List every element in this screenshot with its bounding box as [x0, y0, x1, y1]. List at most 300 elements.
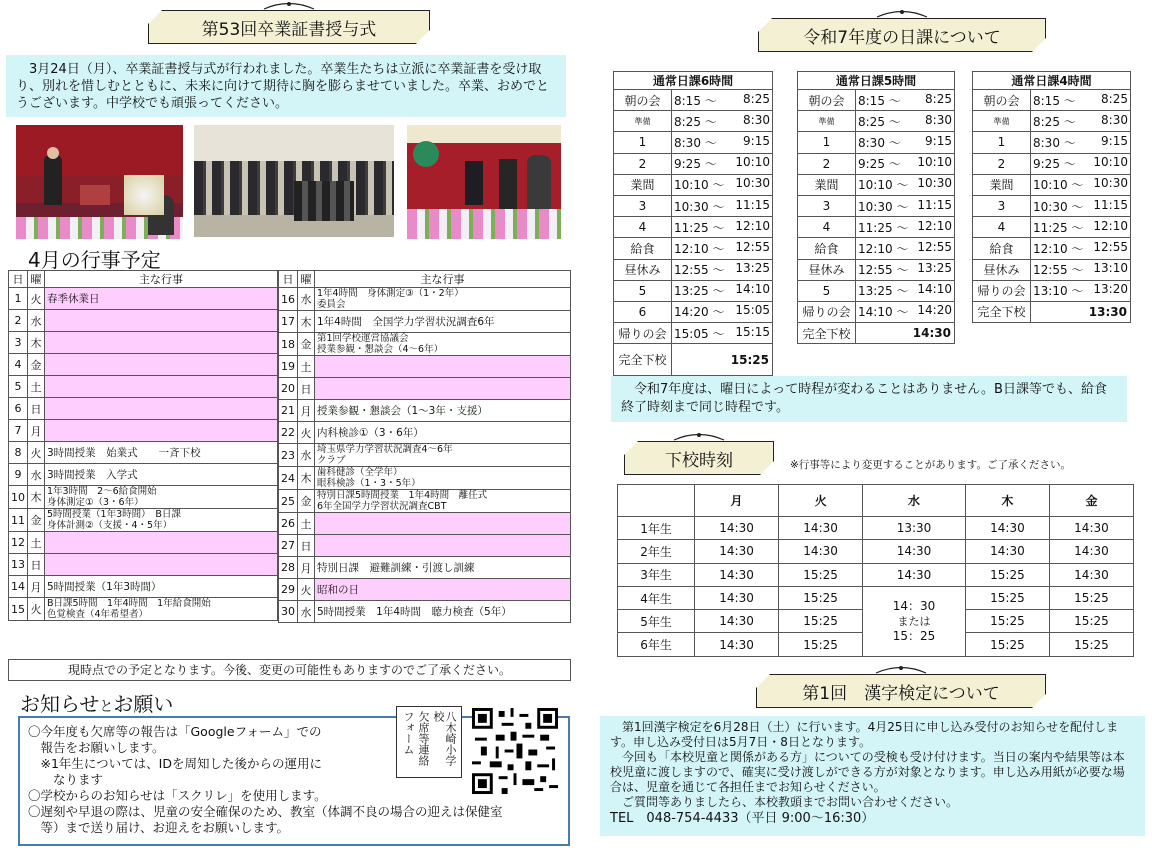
event-text: 歯科健診（全学年） 眼科検診（1・3・5年）: [315, 467, 571, 490]
event-day: 16: [279, 288, 298, 311]
qr-label: [396, 706, 462, 778]
event-day: 14: [9, 576, 28, 598]
period-label: 1: [973, 132, 1031, 153]
period-end: 9:15: [925, 133, 952, 148]
timetable-row: [798, 174, 955, 195]
timetable: [797, 71, 955, 344]
event-weekday: 火: [28, 442, 45, 464]
period-end: 12:10: [917, 218, 952, 233]
period-start: 12:55 ～: [674, 263, 725, 278]
period-time-wrap: [1033, 155, 1128, 172]
event-text: B日課5時間 1年4時間 1年給食開始 色覚検査（4年希望者）: [45, 598, 278, 621]
timetable-row: [973, 195, 1131, 216]
ceremony-text: 3月24日（月）、卒業証書授与式が行われました。卒業生たちは立派に卒業証書を受け取り、別れを惜しむとともに、未来に向けて期待に胸を膨らませていました。卒業、おめでとうございます。中学校でも頑張ってください。: [16, 62, 550, 111]
qr-code-graphic: [472, 708, 558, 794]
event-row: [9, 354, 278, 376]
event-row: [9, 310, 278, 332]
period-start: 10:30 ～: [858, 199, 909, 214]
dismissal-time: 15:25: [1049, 586, 1133, 609]
period-end: 10:10: [735, 155, 770, 170]
event-text: 5時間授業 1年4時間 聴力検査（5年）: [315, 601, 571, 623]
dismissal-merged-cell: [863, 586, 966, 656]
event-text: [45, 354, 278, 376]
dismissal-time: 15:25: [965, 563, 1049, 586]
dismissal-header: 水: [863, 485, 966, 517]
period-end: 10:10: [917, 155, 952, 170]
period-start: 14:20 ～: [674, 305, 725, 320]
period-start: 8:30 ～: [674, 135, 717, 150]
notice-line: 〇遅刻や早退の際は、児童の安全確保のため、教室（体調不良の場合の迎えは保健室: [28, 804, 503, 819]
events-header-day: 日: [9, 271, 28, 288]
timetable-row: [614, 132, 773, 153]
event-text: 5時間授業（1年3時間） B日課 身体計測②（支援・4・5年）: [45, 509, 278, 532]
event-text: 3時間授業 入学式: [45, 464, 278, 486]
period-label: 2: [798, 153, 856, 174]
period-start: 10:30 ～: [1033, 199, 1084, 214]
period-time-wrap: [858, 113, 952, 130]
event-text: 1年3時間 2～6給食開始 身体測定①（3・6年）: [45, 486, 278, 509]
period-time: [856, 195, 955, 216]
timetable-title: 通常日課4時間: [973, 72, 1131, 90]
period-time-wrap: [858, 134, 952, 151]
period-end: 12:10: [735, 218, 770, 233]
event-row: [9, 376, 278, 398]
period-time: [1031, 280, 1131, 301]
period-time-wrap: [858, 92, 952, 109]
period-label: 昼休み: [614, 259, 672, 280]
period-end: 8:25: [925, 91, 952, 106]
dismissal-row: [618, 586, 1134, 609]
schedule-title: 令和7年度の日課について: [803, 27, 1001, 48]
qr-label-col2: 欠席等連絡: [417, 711, 430, 766]
event-weekday: 火: [298, 579, 315, 601]
event-day: 13: [9, 554, 28, 576]
event-day: 24: [279, 467, 298, 490]
schedule-note-box: [611, 376, 1127, 422]
period-time: [672, 195, 773, 216]
dismissal-time: 14:30: [863, 540, 966, 563]
period-start: 9:25 ～: [858, 157, 901, 172]
timetable-row: [614, 301, 773, 322]
period-label: 4: [614, 217, 672, 238]
timetable-row: [973, 111, 1131, 132]
dismissal-header: 木: [965, 485, 1049, 517]
period-label: 朝の会: [614, 90, 672, 111]
period-label: 業間: [798, 174, 856, 195]
dismissal-time: 15:25: [965, 633, 1049, 656]
timetable: [972, 71, 1131, 323]
period-label: 準備: [614, 111, 672, 132]
event-text: 内科検診①（3・6年）: [315, 422, 571, 444]
period-time: [672, 280, 773, 301]
period-label: 3: [973, 195, 1031, 216]
event-text: 第1回学校運営協議会 授業参観・懇談会（4～6年）: [315, 333, 571, 356]
period-label: 5: [614, 280, 672, 301]
period-time-wrap: [674, 113, 770, 130]
event-text: [45, 376, 278, 398]
event-weekday: 土: [28, 532, 45, 554]
notice-title-c: お願い: [113, 692, 174, 716]
event-row: [279, 579, 571, 601]
event-day: 10: [9, 486, 28, 509]
ceremony-title-banner: [148, 10, 430, 44]
notice-line: 〇学校からのお知らせは「スクリレ」を使用します。: [28, 788, 327, 803]
period-end: 13:10: [1093, 261, 1128, 276]
period-end: 13:20: [1093, 282, 1128, 297]
period-time: [1031, 111, 1131, 132]
period-start: 12:55 ～: [858, 263, 909, 278]
events-header-event: 主な行事: [45, 271, 278, 288]
timetable-row: [798, 132, 955, 153]
period-start: 10:10 ～: [858, 178, 909, 193]
event-day: 30: [279, 601, 298, 623]
period-time-wrap: [1033, 282, 1128, 299]
timetable-row: [614, 90, 773, 111]
period-label: 業間: [973, 174, 1031, 195]
period-start: 8:15 ～: [674, 93, 717, 108]
event-row: [279, 378, 571, 400]
period-time: [672, 301, 773, 322]
dismissal-header: 月: [695, 485, 779, 517]
ceremony-text-box: [6, 55, 566, 117]
notice-line: 等）まで送り届け、お迎えをお願いします。: [28, 820, 290, 835]
event-weekday: 金: [28, 509, 45, 532]
timetable-row: [798, 90, 955, 111]
period-time: [1031, 153, 1131, 174]
event-row: [9, 398, 278, 420]
period-start: 8:30 ～: [858, 135, 901, 150]
event-day: 18: [279, 333, 298, 356]
period-time-wrap: [674, 282, 770, 299]
period-start: 15:05 ～: [674, 326, 725, 341]
period-end: 11:15: [917, 197, 952, 212]
period-start: 12:10 ～: [1033, 241, 1084, 256]
period-end: 11:15: [735, 197, 770, 212]
period-start: 14:10 ～: [858, 305, 909, 320]
period-start: 13:10 ～: [1033, 284, 1084, 299]
timetable-end-row: [798, 323, 955, 344]
period-time-wrap: [674, 134, 770, 151]
period-end: 8:30: [925, 112, 952, 127]
event-row: [279, 356, 571, 378]
period-time-wrap: [1033, 240, 1128, 257]
dismissal-time: 14:30: [695, 540, 779, 563]
timetable-title: 通常日課6時間: [614, 72, 773, 90]
event-day: 6: [9, 398, 28, 420]
banner-ornament-icon: [871, 664, 931, 674]
period-time: [856, 111, 955, 132]
period-end: 12:10: [1093, 218, 1128, 233]
period-time: [856, 280, 955, 301]
timetable-row: [614, 217, 773, 238]
event-day: 3: [9, 332, 28, 354]
dismissal-row: [618, 517, 1134, 540]
period-time-wrap: [674, 198, 770, 215]
dismissal-grade: 1年生: [618, 517, 695, 540]
dismissal-time: 14:30: [965, 517, 1049, 540]
period-label: 昼休み: [973, 259, 1031, 280]
event-day: 1: [9, 288, 28, 310]
event-weekday: 水: [28, 464, 45, 486]
event-row: [9, 576, 278, 598]
notice-line: 〇今年度も欠席等の報告は「Googleフォーム」での: [28, 724, 322, 739]
timetable-row: [798, 153, 955, 174]
event-weekday: 日: [28, 398, 45, 420]
period-time-wrap: [1033, 176, 1128, 193]
event-row: [279, 288, 571, 311]
event-text: 特別日課5時間授業 1年4時間 離任式 6年全国学力学習状況調査CBT: [315, 490, 571, 513]
dismissal-time: 14:30: [779, 517, 863, 540]
kanji-paragraph: 今回も「本校児童と関係がある方」についての受検も受け付けます。当日の案内や結果等は本校児童に渡しますので、確実に受け渡しができる方が対象となります。申し込み用紙が必要な場合は、児童を通じて各担任までお知らせください。: [610, 750, 1125, 794]
event-weekday: 火: [28, 288, 45, 310]
event-weekday: 土: [298, 513, 315, 535]
period-label: 2: [973, 153, 1031, 174]
events-header-weekday: 曜: [298, 271, 315, 288]
period-end: 10:30: [735, 176, 770, 191]
dismissal-header: [618, 485, 695, 517]
period-label: 3: [614, 195, 672, 216]
dismissal-time: 14:30: [695, 610, 779, 633]
event-row: [279, 444, 571, 467]
kanji-box: [600, 716, 1145, 836]
dismissal-time: 13:30: [863, 517, 966, 540]
period-label: 5: [798, 280, 856, 301]
notice-line: 報告をお願いします。: [28, 740, 165, 755]
event-day: 23: [279, 444, 298, 467]
dismissal-grade: 4年生: [618, 586, 695, 609]
period-time: [672, 217, 773, 238]
event-day: 2: [9, 310, 28, 332]
dismissal-time: 15:25: [779, 586, 863, 609]
period-start: 13:25 ～: [858, 284, 909, 299]
period-time-wrap: [674, 219, 770, 236]
banner-ornament-icon: [872, 8, 932, 18]
end-label: 完全下校: [614, 344, 672, 376]
period-time-wrap: [1033, 113, 1128, 130]
event-text: 3時間授業 始業式 一斉下校: [45, 442, 278, 464]
event-day: 4: [9, 354, 28, 376]
dismissal-header: 金: [1049, 485, 1133, 517]
period-time: [672, 153, 773, 174]
kanji-paragraph: 第1回漢字検定を6月28日（土）に行います。4月25日に申し込み受付のお知らせを配付します。申し込み受付日は5月7日・8日となります。: [610, 720, 1119, 749]
dismissal-time: 15:25: [1049, 610, 1133, 633]
period-time: [856, 238, 955, 259]
period-time-wrap: [1033, 198, 1128, 215]
dismissal-time: 14:30: [695, 563, 779, 586]
period-end: 9:15: [1101, 133, 1128, 148]
end-label: 完全下校: [973, 301, 1031, 322]
events-note: [8, 659, 571, 681]
timetable-row: [973, 90, 1131, 111]
ceremony-photo-3: [407, 125, 561, 239]
period-time: [1031, 217, 1131, 238]
timetable-row: [614, 280, 773, 301]
event-row: [9, 464, 278, 486]
kanji-paragraph: ご質問等ありましたら、本校教頭までお問い合わせください。: [610, 795, 959, 809]
period-time-wrap: [858, 282, 952, 299]
event-text: [315, 513, 571, 535]
period-time: [856, 217, 955, 238]
timetable-row: [973, 238, 1131, 259]
period-label: 朝の会: [973, 90, 1031, 111]
event-day: 11: [9, 509, 28, 532]
event-weekday: 金: [28, 354, 45, 376]
event-row: [279, 422, 571, 444]
event-weekday: 土: [298, 356, 315, 378]
period-end: 13:25: [735, 261, 770, 276]
event-text: [45, 532, 278, 554]
timetable-row: [614, 323, 773, 344]
timetable-row: [798, 111, 955, 132]
event-day: 20: [279, 378, 298, 400]
ceremony-photo-1: [16, 125, 183, 239]
period-time: [672, 132, 773, 153]
kanji-title-banner: [756, 674, 1046, 708]
period-time-wrap: [858, 176, 952, 193]
period-time-wrap: [858, 219, 952, 236]
period-label: 4: [973, 217, 1031, 238]
event-weekday: 木: [298, 467, 315, 490]
period-start: 12:55 ～: [1033, 263, 1084, 278]
dismissal-time: 15:25: [779, 610, 863, 633]
dismissal-time: 15:25: [779, 563, 863, 586]
event-text: [315, 535, 571, 557]
period-end: 12:55: [917, 239, 952, 254]
period-label: 1: [798, 132, 856, 153]
event-row: [279, 311, 571, 333]
dismissal-time: 15:25: [965, 586, 1049, 609]
events-table-right: [278, 270, 571, 623]
kanji-title: 第1回 漢字検定について: [802, 683, 1000, 704]
period-time-wrap: [1033, 261, 1128, 278]
event-row: [9, 420, 278, 442]
event-text: 特別日課 避難訓練・引渡し訓練: [315, 557, 571, 579]
event-day: 19: [279, 356, 298, 378]
dismissal-time: 14:30: [695, 517, 779, 540]
event-weekday: 土: [28, 376, 45, 398]
event-text: 1年4時間 全国学力学習状況調査6年: [315, 311, 571, 333]
timetable-row: [614, 174, 773, 195]
period-label: 帰りの会: [614, 323, 672, 344]
timetable-row: [614, 259, 773, 280]
period-label: 2: [614, 153, 672, 174]
dismissal-time: 14:30: [695, 633, 779, 656]
dismissal-grade: 5年生: [618, 610, 695, 633]
period-start: 11:25 ～: [1033, 220, 1084, 235]
period-time-wrap: [1033, 134, 1128, 151]
period-label: 帰りの会: [973, 280, 1031, 301]
event-row: [279, 601, 571, 623]
dismissal-time: 14:30: [965, 540, 1049, 563]
event-row: [9, 554, 278, 576]
event-row: [9, 509, 278, 532]
period-label: 業間: [614, 174, 672, 195]
ceremony-photo-2: [194, 125, 394, 237]
period-time: [672, 323, 773, 344]
period-time: [1031, 90, 1131, 111]
event-weekday: 木: [28, 332, 45, 354]
end-time: 15:25: [672, 344, 773, 376]
schedule-note: 令和7年度は、曜日によって時程が変わることはありません。B日課等でも、給食終了時刻まで同じ時程です。: [621, 382, 1107, 415]
event-row: [279, 513, 571, 535]
event-weekday: 月: [28, 576, 45, 598]
dismissal-note: ※行事等により変更することがあります。ご了承ください。: [790, 459, 1071, 471]
period-label: 給食: [798, 238, 856, 259]
period-start: 10:10 ～: [1033, 178, 1084, 193]
event-row: [279, 333, 571, 356]
timetable-title: 通常日課5時間: [798, 72, 955, 90]
event-day: 25: [279, 490, 298, 513]
event-row: [279, 490, 571, 513]
dismissal-time: 14:30: [779, 540, 863, 563]
event-row: [9, 288, 278, 310]
period-time: [672, 259, 773, 280]
dismissal-merged-line: 15：25: [892, 628, 936, 643]
event-text: [45, 310, 278, 332]
period-time-wrap: [674, 240, 770, 257]
period-end: 13:25: [917, 261, 952, 276]
event-weekday: 日: [298, 378, 315, 400]
event-day: 27: [279, 535, 298, 557]
event-text: [315, 378, 571, 400]
event-row: [279, 535, 571, 557]
period-label: 1: [614, 132, 672, 153]
period-start: 8:15 ～: [858, 93, 901, 108]
timetable: [613, 71, 773, 376]
event-row: [9, 532, 278, 554]
timetable-row: [614, 111, 773, 132]
qr-code-icon[interactable]: [472, 708, 558, 794]
qr-label-col1: 八木崎小学校: [432, 711, 457, 766]
period-time: [856, 259, 955, 280]
dismissal-merged-line: または: [897, 614, 931, 628]
event-weekday: 月: [298, 557, 315, 579]
period-time-wrap: [674, 303, 770, 320]
dismissal-title: 下校時刻: [665, 450, 733, 471]
period-time-wrap: [1033, 219, 1128, 236]
qr-label-col3: フォーム: [402, 711, 415, 755]
period-end: 12:55: [1093, 239, 1128, 254]
dismissal-row: [618, 563, 1134, 586]
period-time-wrap: [674, 325, 770, 342]
event-weekday: 金: [298, 333, 315, 356]
period-start: 10:30 ～: [674, 199, 725, 214]
event-row: [9, 442, 278, 464]
event-text: 春季休業日: [45, 288, 278, 310]
period-time: [856, 90, 955, 111]
period-label: 3: [798, 195, 856, 216]
dismissal-table: [617, 484, 1134, 657]
period-end: 15:15: [735, 324, 770, 339]
period-start: 8:30 ～: [1033, 135, 1076, 150]
period-time: [856, 153, 955, 174]
period-end: 11:15: [1093, 197, 1128, 212]
period-end: 9:15: [743, 133, 770, 148]
dismissal-time: 14:30: [695, 586, 779, 609]
event-text: [45, 420, 278, 442]
events-note-text: 現時点での予定となります。今後、変更の可能性もありますのでご了承ください。: [67, 663, 512, 677]
event-weekday: 木: [298, 311, 315, 333]
period-end: 12:55: [735, 239, 770, 254]
event-weekday: 水: [298, 444, 315, 467]
notice-title-a: お知らせ: [20, 692, 100, 716]
event-text: [45, 554, 278, 576]
timetable-row: [973, 132, 1131, 153]
timetable-row: [973, 174, 1131, 195]
event-text: [315, 356, 571, 378]
timetable-row: [614, 195, 773, 216]
period-time: [672, 90, 773, 111]
